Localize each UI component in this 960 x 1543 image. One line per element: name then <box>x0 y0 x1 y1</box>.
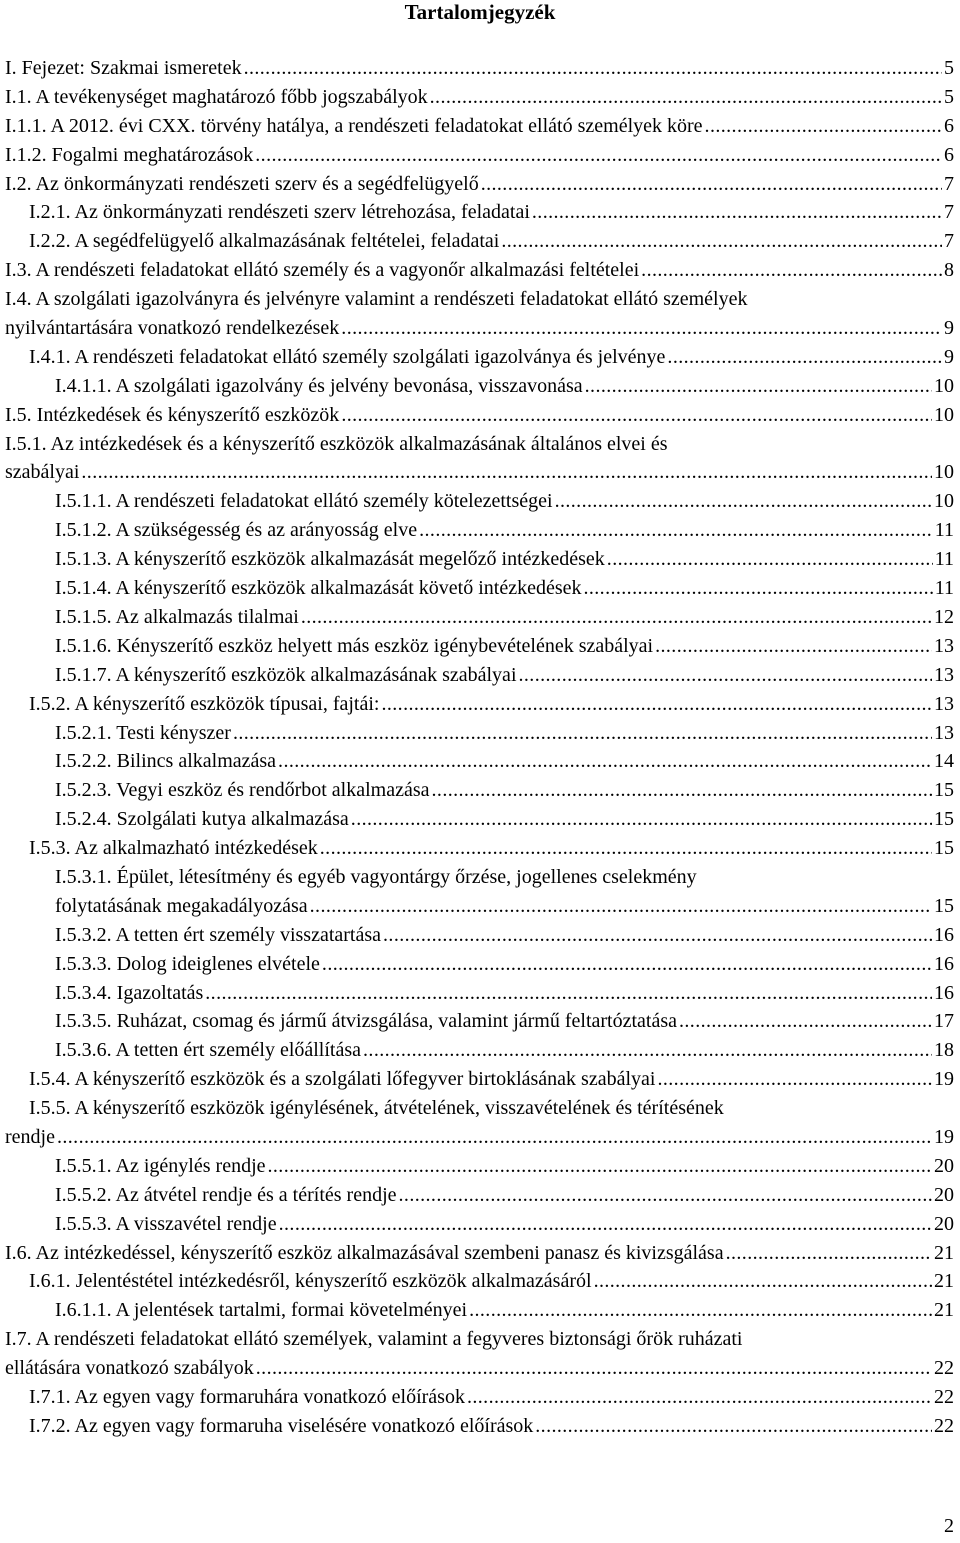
toc-entry[interactable] <box>0 834 960 863</box>
toc-entry[interactable] <box>0 1181 960 1210</box>
dot-leader <box>351 805 932 834</box>
toc-entry[interactable] <box>0 574 960 603</box>
toc-entry-text-continued: szabályai <box>5 461 80 484</box>
toc-entry-text-continued: rendje <box>5 1126 55 1148</box>
dot-leader <box>532 198 942 227</box>
toc-page-number: 13 <box>934 721 954 744</box>
dot-leader <box>469 1296 932 1325</box>
toc-entry[interactable] <box>0 343 960 372</box>
toc-entry[interactable] <box>0 1152 960 1181</box>
toc-entry[interactable] <box>0 227 960 256</box>
dot-leader <box>322 950 932 979</box>
toc-entry-text: I. Fejezet: Szakmai ismeretek <box>5 57 242 79</box>
toc-entry-text: I.5.3.6. A tetten ért személy előállítása <box>55 1039 362 1062</box>
toc-page-number: 10 <box>934 490 954 513</box>
toc-entry[interactable] <box>0 632 960 661</box>
toc-page-number: 8 <box>944 259 954 282</box>
toc-page-number: 20 <box>934 1154 954 1177</box>
toc-entry-text: I.5.3.5. Ruházat, csomag és jármű átvizsgálása, valamint jármű feltartóztatása <box>55 1010 677 1033</box>
toc-page-number: 15 <box>934 837 954 860</box>
dot-leader <box>399 1181 932 1210</box>
toc-entry-text: I.1.1. A 2012. évi CXX. törvény hatálya, a rendészeti feladatokat ellátó személyek köre <box>5 114 703 137</box>
toc-entry-text: I.5.3.2. A tetten ért személy visszatartása <box>55 923 382 946</box>
toc-entry-text: I.5.2.1. Testi kényszer <box>55 721 231 744</box>
toc-page-number: 6 <box>944 114 954 137</box>
toc-page-number: 16 <box>934 952 954 975</box>
toc-entry[interactable] <box>0 661 960 690</box>
dot-leader <box>233 719 932 748</box>
toc-entry[interactable] <box>0 54 960 83</box>
toc-page-number: 9 <box>944 345 954 368</box>
toc-page-number: 21 <box>934 1270 954 1293</box>
dot-leader <box>310 892 932 921</box>
dot-leader <box>279 1210 932 1239</box>
toc-entry-text-continued: folytatásának megakadályozása <box>55 894 308 917</box>
toc-entry-text: I.5.5.3. A visszavétel rendje <box>55 1212 277 1235</box>
dot-leader <box>679 1007 932 1036</box>
toc-entry-text: I.1.2. Fogalmi meghatározások <box>5 143 254 166</box>
toc-entry[interactable] <box>0 516 960 545</box>
dot-leader <box>320 834 932 863</box>
toc-page-number: 20 <box>934 1183 954 1206</box>
dot-leader <box>585 372 932 401</box>
toc-entry[interactable] <box>0 83 960 112</box>
toc-entry[interactable] <box>0 1094 960 1152</box>
toc-page-number: 21 <box>934 1241 954 1264</box>
toc-entry-text-continued: nyilvántartására vonatkozó rendelkezések <box>5 317 340 340</box>
dot-leader <box>205 979 932 1008</box>
toc-entry[interactable] <box>0 1383 960 1412</box>
page-number: 2 <box>944 1515 954 1537</box>
dot-leader <box>278 747 932 776</box>
dot-leader <box>383 921 932 950</box>
toc-entry[interactable] <box>0 256 960 285</box>
toc-entry-text: I.7.2. Az egyen vagy formaruha viselésére vonatkozó előírások <box>29 1414 534 1437</box>
dot-leader <box>641 256 942 285</box>
toc-entry-text: I.2. Az önkormányzati rendészeti szerv és a segédfelügyelő <box>5 172 479 195</box>
toc-page-number: 11 <box>934 577 954 600</box>
toc-entry-text: I.2.1. Az önkormányzati rendészeti szerv létrehozása, feladatai <box>29 201 530 224</box>
toc-entry-text: I.4.1.1. A szolgálati igazolvány és jelvény bevonása, visszavonása <box>55 374 583 397</box>
toc-entry-text: I.5.1.4. A kényszerítő eszközök alkalmazását követő intézkedések <box>55 577 582 600</box>
toc-entry-text: I.5.1. Az intézkedések és a kényszerítő eszközök alkalmazásának általános elvei és <box>5 432 668 455</box>
toc-entry-text: I.5.1.7. A kényszerítő eszközök alkalmazásának szabályai <box>55 663 517 686</box>
dot-leader <box>432 776 932 805</box>
toc-entry-text: I.7.1. Az egyen vagy formaruhára vonatkozó előírások <box>29 1386 465 1409</box>
toc-page-number: 7 <box>944 230 954 253</box>
toc-page-number: 17 <box>934 1010 954 1033</box>
toc-entry-text: I.5.3. Az alkalmazható intézkedések <box>29 837 318 860</box>
toc-page-number: 16 <box>934 923 954 946</box>
dot-leader <box>501 227 942 256</box>
toc-entry[interactable] <box>0 603 960 632</box>
toc-page-number: 22 <box>934 1357 954 1380</box>
toc-page-number: 13 <box>934 663 954 686</box>
toc-entry[interactable] <box>0 1239 960 1268</box>
toc-page-number: 13 <box>934 634 954 657</box>
dot-leader <box>256 1354 932 1383</box>
toc-entry[interactable] <box>0 430 960 488</box>
toc-entry[interactable] <box>0 1267 960 1296</box>
toc-page-number: 14 <box>934 750 954 773</box>
toc-entry[interactable] <box>0 776 960 805</box>
toc-entry-text: I.5.3.1. Épület, létesítmény és egyéb vagyontárgy őrzése, jogellenes cselekmény <box>55 865 697 888</box>
dot-leader <box>381 690 932 719</box>
toc-entry-text: I.6.1.1. A jelentések tartalmi, formai követelményei <box>55 1299 468 1322</box>
toc-entry-text: I.5.3.4. Igazoltatás <box>55 981 204 1004</box>
toc-page-number: 13 <box>934 692 954 715</box>
toc-entry[interactable] <box>0 690 960 719</box>
toc-entry-text: I.6.1. Jelentéstétel intézkedésről, kényszerítő eszközök alkalmazásáról <box>29 1270 592 1293</box>
dot-leader <box>657 1065 932 1094</box>
toc-entry[interactable] <box>0 1065 960 1094</box>
toc-entry-text: I.7. A rendészeti feladatokat ellátó személyek, valamint a fegyveres biztonsági őrök ruházati <box>5 1328 743 1351</box>
toc-list <box>0 54 960 1441</box>
toc-page-number: 22 <box>934 1414 954 1437</box>
toc-page-number: 6 <box>944 143 954 166</box>
toc-page-number: 22 <box>934 1386 954 1409</box>
dot-leader <box>341 401 932 430</box>
dot-leader <box>726 1239 932 1268</box>
toc-entry[interactable] <box>0 1210 960 1239</box>
toc-page-number: 7 <box>944 201 954 224</box>
toc-page-number: 11 <box>934 548 954 571</box>
toc-entry[interactable] <box>0 979 960 1008</box>
toc-entry[interactable] <box>0 198 960 227</box>
dot-leader <box>244 54 942 83</box>
toc-page-number: 12 <box>934 605 954 628</box>
toc-entry[interactable] <box>0 170 960 199</box>
toc-entry[interactable] <box>0 112 960 141</box>
dot-leader <box>430 83 942 112</box>
toc-page-number: 10 <box>934 374 954 397</box>
toc-page-number: 20 <box>934 1212 954 1235</box>
dot-leader <box>705 112 942 141</box>
dot-leader <box>583 574 932 603</box>
dot-leader <box>481 170 942 199</box>
toc-entry-text: I.5. Intézkedések és kényszerítő eszközök <box>5 403 340 426</box>
toc-entry-text: I.5.2.4. Szolgálati kutya alkalmazása <box>55 808 349 831</box>
toc-page-number: 15 <box>934 808 954 831</box>
toc-entry-text: I.5.3.3. Dolog ideiglenes elvétele <box>55 952 320 975</box>
dot-leader <box>535 1412 932 1441</box>
toc-entry[interactable] <box>0 285 960 343</box>
dot-leader <box>555 487 932 516</box>
toc-page-number: 18 <box>934 1039 954 1062</box>
toc-page-number: 10 <box>934 461 954 484</box>
dot-leader <box>81 458 932 487</box>
toc-title: Tartalomjegyzék <box>404 0 556 24</box>
toc-entry-text: I.5.1.6. Kényszerítő eszköz helyett más eszköz igénybevételének szabályai <box>55 634 654 657</box>
toc-entry-text: I.5.1.2. A szükségesség és az arányosság elve <box>55 519 418 542</box>
dot-leader <box>268 1152 933 1181</box>
dot-leader <box>255 141 942 170</box>
dot-leader <box>363 1036 932 1065</box>
toc-page-number: 15 <box>934 779 954 802</box>
toc-entry[interactable] <box>0 719 960 748</box>
toc-page-number: 5 <box>944 57 954 79</box>
toc-page-number: 10 <box>934 403 954 426</box>
toc-entry-text: I.5.1.3. A kényszerítő eszközök alkalmazását megelőző intézkedések <box>55 548 605 571</box>
toc-entry-text: I.1. A tevékenységet maghatározó főbb jogszabályok <box>5 85 428 108</box>
toc-page-number: 5 <box>944 85 954 108</box>
dot-leader <box>301 603 932 632</box>
toc-entry-text: I.5.5.2. Az átvétel rendje és a térítés rendje <box>55 1183 397 1206</box>
toc-page-number: 11 <box>934 519 954 542</box>
toc-page-number: 15 <box>934 894 954 917</box>
toc-entry[interactable] <box>0 921 960 950</box>
dot-leader <box>519 661 933 690</box>
toc-entry-text: I.5.2.2. Bilincs alkalmazása <box>55 750 277 773</box>
dot-leader <box>341 314 942 343</box>
toc-entry-text: I.2.2. A segédfelügyelő alkalmazásának feltételei, feladatai <box>29 230 500 253</box>
toc-page-number: 19 <box>934 1126 954 1148</box>
toc-entry-text: I.5.2.3. Vegyi eszköz és rendőrbot alkalmazása <box>55 779 430 802</box>
toc-entry[interactable] <box>0 747 960 776</box>
toc-entry[interactable] <box>0 950 960 979</box>
toc-entry[interactable] <box>0 805 960 834</box>
toc-entry-text: I.5.4. A kényszerítő eszközök és a szolgálati lőfegyver birtoklásának szabályai <box>29 1068 656 1091</box>
dot-leader <box>667 343 942 372</box>
toc-entry[interactable] <box>0 401 960 430</box>
toc-entry[interactable] <box>0 545 960 574</box>
toc-entry-text: I.6. Az intézkedéssel, kényszerítő eszköz alkalmazásával szembeni panasz és kivizsgálása <box>5 1241 724 1264</box>
toc-entry-text: I.5.5.1. Az igénylés rendje <box>55 1154 266 1177</box>
toc-entry-text: I.5.5. A kényszerítő eszközök igénylésének, átvételének, visszavételének és térítésének <box>29 1097 724 1120</box>
toc-entry[interactable] <box>0 863 960 921</box>
toc-entry-text: I.5.2. A kényszerítő eszközök típusai, fajtái: <box>29 692 380 715</box>
toc-entry[interactable] <box>0 1296 960 1325</box>
toc-entry[interactable] <box>0 1036 960 1065</box>
toc-entry[interactable] <box>0 487 960 516</box>
dot-leader <box>467 1383 932 1412</box>
dot-leader <box>607 545 933 574</box>
toc-entry[interactable] <box>0 1412 960 1441</box>
toc-page-number: 9 <box>944 317 954 340</box>
toc-entry[interactable] <box>0 1325 960 1383</box>
toc-entry-text-continued: ellátására vonatkozó szabályok <box>5 1357 254 1380</box>
toc-entry[interactable] <box>0 372 960 401</box>
toc-page-number: 19 <box>934 1068 954 1091</box>
dot-leader <box>419 516 933 545</box>
toc-entry-text: I.3. A rendészeti feladatokat ellátó személy és a vagyonőr alkalmazási feltételei <box>5 259 640 282</box>
dot-leader <box>57 1123 932 1152</box>
dot-leader <box>655 632 932 661</box>
toc-entry-text: I.4.1. A rendészeti feladatokat ellátó személy szolgálati igazolványa és jelvénye <box>29 345 666 368</box>
dot-leader <box>594 1267 932 1296</box>
toc-page-number: 21 <box>934 1299 954 1322</box>
toc-entry[interactable] <box>0 1007 960 1036</box>
toc-page-number: 7 <box>944 172 954 195</box>
toc-page-number: 16 <box>934 981 954 1004</box>
toc-entry[interactable] <box>0 141 960 170</box>
toc-entry-text: I.4. A szolgálati igazolványra és jelvényre valamint a rendészeti feladatokat ellátó személyek <box>5 288 748 311</box>
toc-entry-text: I.5.1.1. A rendészeti feladatokat ellátó személy kötelezettségei <box>55 490 553 513</box>
toc-entry-text: I.5.1.5. Az alkalmazás tilalmai <box>55 605 299 628</box>
